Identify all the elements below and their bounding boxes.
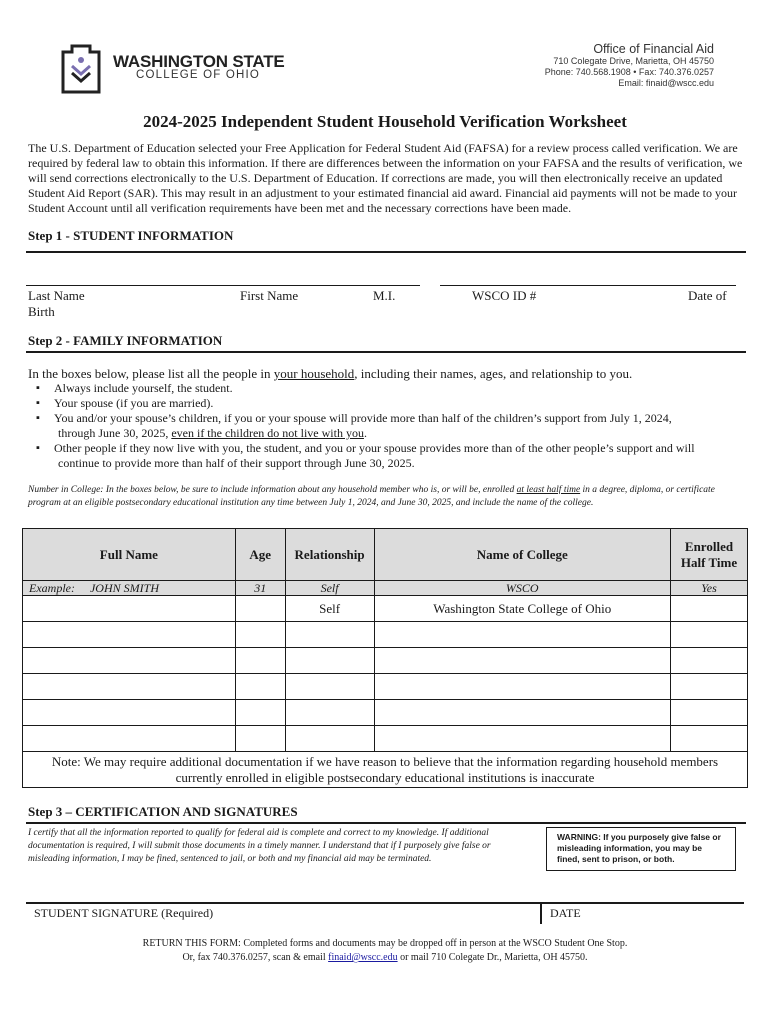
return-instructions <box>0 937 770 965</box>
bullet-text: You and/or your spouse’s children, if you or your spouse will provide more than half of the children’s support from July 1, 2024, <box>54 411 672 425</box>
college-name: WASHINGTON STATE <box>113 52 285 71</box>
intro-paragraph: The U.S. Department of Education selected your Free Application for Federal Student Aid (FAFSA) for a review process called verification. We are required by federal law to obtain this information. If there are differences between the information on your FAFSA and the results of verification, we will send corrections electronically to the U.S. Department of Education. If corrections are made, you will then electronically receive an updated Student Aid Report (SAR). This may result in an adjustment to your estimated financial aid award. Financial aid payments will not be made to your Student Account until all verification requirements have been met and the necessary corrections have been made. <box>28 141 743 215</box>
office-address: 710 Colegate Drive, Marietta, OH 45750 <box>553 56 714 66</box>
relationship-cell[interactable] <box>285 726 374 752</box>
name-cell[interactable] <box>23 622 236 648</box>
birth-label: Birth <box>28 304 55 319</box>
age-cell[interactable] <box>235 700 285 726</box>
name-cell[interactable] <box>23 700 236 726</box>
table-note: Note: We may require additional documentation if we have reason to believe that the information regarding household members currently enrolled in eligible postsecondary educational institutions is inaccurate <box>23 752 748 788</box>
example-name-cell <box>23 581 236 596</box>
college-note-underlined: at least half time <box>516 485 581 495</box>
col-header-college: Name of College <box>374 529 670 581</box>
relationship-cell[interactable] <box>285 622 374 648</box>
col-header-enrolled: Enrolled Half Time <box>670 529 747 581</box>
number-in-college-note <box>28 484 740 510</box>
college-cell[interactable] <box>374 700 670 726</box>
return-line-1: RETURN THIS FORM: Completed forms and documents may be dropped off in person at the WSCO Student One Stop. <box>142 938 628 949</box>
office-email: Email: finaid@wscc.edu <box>618 78 714 88</box>
step3-heading: Step 3 – CERTIFICATION AND SIGNATURES <box>28 804 298 819</box>
bullet-text-underlined: even if the children do not live with you <box>171 426 364 440</box>
bullet-item: ▪ Your spouse (if you are married). <box>36 396 746 411</box>
household-text-a: In the boxes below, please list all the people in <box>28 366 274 381</box>
id-dob-input-line[interactable] <box>440 285 736 286</box>
name-input-line[interactable] <box>26 285 420 286</box>
enrolled-cell[interactable] <box>670 648 747 674</box>
age-cell[interactable] <box>235 622 285 648</box>
date-label: DATE <box>550 906 581 920</box>
step2-rule <box>26 351 746 353</box>
table-header-row <box>23 529 748 581</box>
example-college: WSCO <box>374 581 670 596</box>
household-text-b: , including their names, ages, and relationship to you. <box>354 366 633 381</box>
college-cell[interactable]: Washington State College of Ohio <box>374 596 670 622</box>
bullet-text: Other people if they now live with you, the student, and you or your spouse provides more than of the other people’s support and will <box>54 441 695 455</box>
college-cell[interactable] <box>374 726 670 752</box>
col-header-relationship: Relationship <box>285 529 374 581</box>
step1-rule <box>26 251 746 253</box>
enrolled-cell[interactable] <box>670 674 747 700</box>
example-enrolled: Yes <box>670 581 747 596</box>
step2-heading: Step 2 - FAMILY INFORMATION <box>28 333 223 348</box>
household-instructions <box>28 366 748 382</box>
office-title: Office of Financial Aid <box>593 42 714 56</box>
first-name-label: First Name <box>240 288 299 303</box>
relationship-cell[interactable]: Self <box>285 596 374 622</box>
college-cell[interactable] <box>374 648 670 674</box>
table-row <box>23 700 748 726</box>
relationship-cell[interactable] <box>285 700 374 726</box>
bullet-item: ▪ Always include yourself, the student. <box>36 381 746 396</box>
signature-label: STUDENT SIGNATURE (Required) <box>34 906 214 920</box>
example-relationship: Self <box>285 581 374 596</box>
email-link[interactable]: finaid@wscc.edu <box>328 952 398 963</box>
enrolled-cell[interactable] <box>670 700 747 726</box>
bullet-item <box>36 441 746 471</box>
table-row <box>23 648 748 674</box>
household-text-underlined: your household <box>273 366 355 381</box>
name-cell[interactable] <box>23 726 236 752</box>
col-header-full-name: Full Name <box>23 529 236 581</box>
college-subtitle: COLLEGE OF OHIO <box>136 69 261 81</box>
name-cell[interactable] <box>23 648 236 674</box>
office-contact <box>545 42 714 89</box>
name-cell[interactable] <box>23 596 236 622</box>
signature-divider <box>540 902 542 924</box>
return-text-a: Or, fax 740.376.0257, scan & email <box>182 952 329 963</box>
step1-heading: Step 1 - STUDENT INFORMATION <box>28 228 234 243</box>
table-row <box>23 674 748 700</box>
wsco-id-label: WSCO ID # <box>472 288 537 303</box>
college-note-text-b: in a degree, diploma, or certificate program at an eligible postsecondary educational institution any time between July 1, 2024, and June 30, 2025, and include the name of the college. <box>28 485 715 508</box>
relationship-cell[interactable] <box>285 674 374 700</box>
document-title: 2024-2025 Independent Student Household Verification Worksheet <box>143 112 627 131</box>
age-cell[interactable] <box>235 726 285 752</box>
return-line-2 <box>0 951 770 965</box>
table-row <box>23 622 748 648</box>
table-row <box>23 726 748 752</box>
example-label: Example: <box>29 580 75 595</box>
relationship-cell[interactable] <box>285 648 374 674</box>
warning-text: If you purposely give false or misleading information, you may be fined, sent to prison, or both. <box>557 832 721 864</box>
age-cell[interactable] <box>235 648 285 674</box>
col-header-age: Age <box>235 529 285 581</box>
college-note-text-a: Number in College: In the boxes below, be sure to include information about any household member who is, or will be, enrolled <box>28 485 517 495</box>
household-table <box>22 528 748 788</box>
enrolled-cell[interactable] <box>670 726 747 752</box>
example-name: JOHN SMITH <box>89 580 159 595</box>
date-of-label: Date of <box>688 288 727 303</box>
age-cell[interactable] <box>235 674 285 700</box>
office-phone: Phone: 740.568.1908 • Fax: 740.376.0257 <box>544 67 714 77</box>
college-logo-icon <box>60 42 102 94</box>
bullet-text: continue to provide more than half of their support through June 30, 2025. <box>58 456 415 470</box>
age-cell[interactable] <box>235 596 285 622</box>
letterhead <box>0 0 770 105</box>
enrolled-cell[interactable] <box>670 622 747 648</box>
table-note-row <box>23 752 748 788</box>
table-row <box>23 596 748 622</box>
example-age: 31 <box>235 581 285 596</box>
bullet-item <box>36 411 746 441</box>
household-bullet-list <box>36 381 746 471</box>
mi-label: M.I. <box>373 288 396 303</box>
bullet-text: . <box>363 426 367 440</box>
enrolled-cell[interactable] <box>670 596 747 622</box>
bullet-text: through June 30, 2025, <box>58 426 172 440</box>
certification-statement: I certify that all the information reported to qualify for federal aid is complete and correct to my knowledge. If additional documentation is required, I will submit those documents in a timely manner. I understand that if I purposely give false or misleading information, I may be fined, sentenced to jail, or both and my financial aid may be terminated. <box>28 828 491 864</box>
name-cell[interactable] <box>23 674 236 700</box>
college-cell[interactable] <box>374 674 670 700</box>
college-cell[interactable] <box>374 622 670 648</box>
warning-box <box>546 827 736 871</box>
last-name-label: Last Name <box>28 288 85 303</box>
example-row <box>23 581 748 596</box>
step3-rule <box>26 822 746 824</box>
warning-label: WARNING: <box>557 832 604 842</box>
return-text-b: or mail 710 Colegate Dr., Marietta, OH 45750. <box>397 952 588 963</box>
